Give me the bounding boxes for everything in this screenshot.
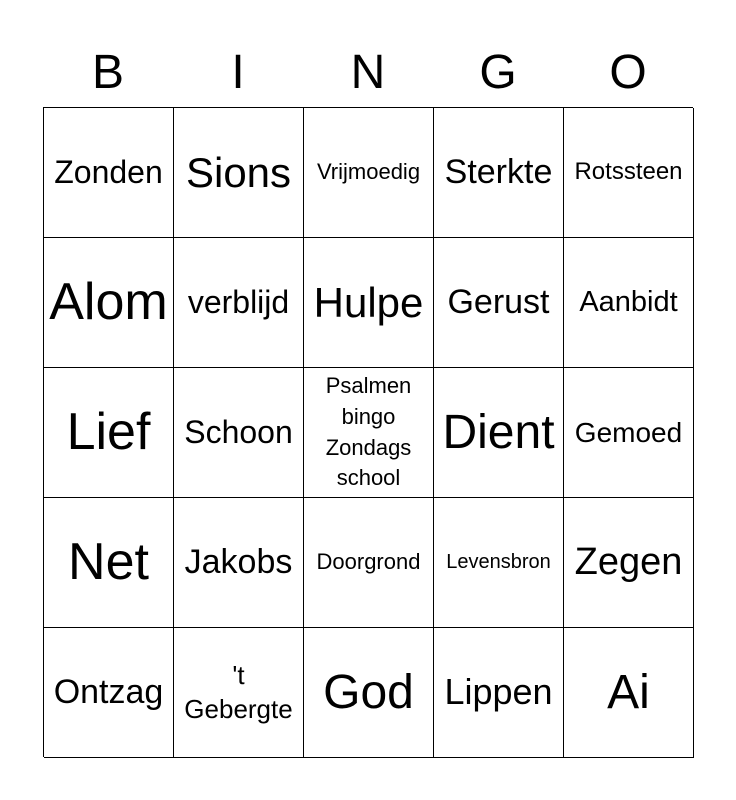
- bingo-cell[interactable]: Sterkte: [434, 108, 564, 238]
- bingo-cell[interactable]: Lief: [44, 368, 174, 498]
- bingo-cell[interactable]: Hulpe: [304, 238, 434, 368]
- free-space-cell[interactable]: Psalmen bingo Zondags school: [304, 368, 434, 498]
- header-letter-g: G: [479, 46, 517, 99]
- bingo-cell[interactable]: Doorgrond: [304, 498, 434, 628]
- bingo-cell[interactable]: Rotssteen: [564, 108, 694, 238]
- bingo-cell[interactable]: Dient: [434, 368, 564, 498]
- bingo-cell[interactable]: verblijd: [174, 238, 304, 368]
- bingo-cell[interactable]: Gerust: [434, 238, 564, 368]
- bingo-cell[interactable]: Jakobs: [174, 498, 304, 628]
- header-letter-o: O: [609, 46, 647, 99]
- bingo-cell[interactable]: Alom: [44, 238, 174, 368]
- bingo-cell[interactable]: Zonden: [44, 108, 174, 238]
- bingo-cell[interactable]: Gemoed: [564, 368, 694, 498]
- bingo-cell[interactable]: Vrijmoedig: [304, 108, 434, 238]
- bingo-header: [43, 40, 693, 106]
- bingo-cell[interactable]: Net: [44, 498, 174, 628]
- bingo-cell[interactable]: God: [304, 628, 434, 758]
- bingo-card: [43, 107, 693, 757]
- bingo-cell[interactable]: Schoon: [174, 368, 304, 498]
- bingo-cell[interactable]: Ontzag: [44, 628, 174, 758]
- bingo-cell[interactable]: Zegen: [564, 498, 694, 628]
- bingo-cell[interactable]: Lippen: [434, 628, 564, 758]
- bingo-cell[interactable]: 't Gebergte: [174, 628, 304, 758]
- bingo-cell[interactable]: Sions: [174, 108, 304, 238]
- bingo-cell[interactable]: Levensbron: [434, 498, 564, 628]
- bingo-cell[interactable]: Ai: [564, 628, 694, 758]
- header-letter-i: I: [231, 46, 245, 99]
- header-letter-n: N: [350, 46, 386, 99]
- bingo-cell[interactable]: Aanbidt: [564, 238, 694, 368]
- header-letter-b: B: [91, 46, 124, 99]
